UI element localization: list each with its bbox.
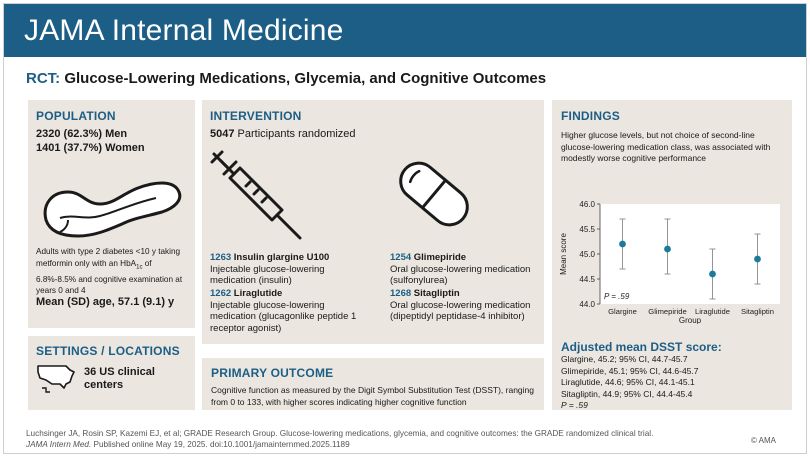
y-axis-label: Mean score bbox=[559, 233, 568, 275]
findings-summary: Higher glucose levels, but not choice of second-line glucose-lowering medication class, was associated with modestly worse cognitive performance bbox=[561, 130, 771, 163]
outcome-title: PRIMARY OUTCOME bbox=[211, 366, 334, 380]
population-women: 1401 (37.7%) Women bbox=[36, 142, 145, 154]
y-tick-label: 45.5 bbox=[579, 225, 595, 234]
data-point bbox=[709, 271, 716, 278]
infographic-subtitle bbox=[26, 70, 546, 87]
capsule-icon bbox=[392, 152, 476, 236]
randomized-count bbox=[210, 128, 536, 140]
y-tick-label: 46.0 bbox=[579, 200, 595, 209]
subtitle-text: Glucose-Lowering Medications, Glycemia, and Cognitive Outcomes bbox=[60, 70, 547, 87]
adjusted-line: Glargine, 45.2; 95% CI, 44.7-45.7 bbox=[561, 354, 688, 364]
adjusted-line: P = .59 bbox=[561, 400, 588, 410]
population-desc-sub: 1c bbox=[136, 264, 143, 271]
arm-glargine bbox=[210, 252, 370, 287]
citation bbox=[26, 428, 653, 450]
x-tick-label: Liraglutide bbox=[694, 307, 731, 316]
arm-glargine-n: 1263 bbox=[210, 252, 232, 263]
arm-glimepiride bbox=[390, 252, 540, 287]
adjusted-line: Glimepiride, 45.1; 95% CI, 44.6-45.7 bbox=[561, 365, 699, 376]
intervention-panel bbox=[202, 100, 544, 344]
adjusted-line: Sitagliptin, 44.9; 95% CI, 44.4-45.4 bbox=[561, 388, 693, 399]
population-title: POPULATION bbox=[36, 109, 116, 123]
randomized-label: Participants randomized bbox=[234, 128, 356, 140]
data-point bbox=[664, 246, 671, 253]
population-panel bbox=[28, 100, 195, 328]
data-point bbox=[619, 241, 626, 248]
y-tick-label: 45.0 bbox=[579, 250, 595, 259]
arm-liraglutide-desc: Injectable glucose-lowering medication (glucagonlike peptide 1 receptor agonist) bbox=[210, 299, 357, 334]
arm-sitagliptin-n: 1268 bbox=[390, 288, 412, 299]
arm-sitagliptin-desc: Oral glucose-lowering medication (dipeptidyl peptidase-4 inhibitor) bbox=[390, 299, 531, 322]
population-men: 2320 (62.3%) Men bbox=[36, 128, 128, 140]
settings-centers: 36 US clinical centers bbox=[84, 366, 155, 391]
x-tick-label: Sitagliptin bbox=[741, 307, 774, 316]
x-tick-label: Glargine bbox=[608, 307, 637, 316]
arm-glimepiride-desc: Oral glucose-lowering medication (sulfonylurea) bbox=[390, 263, 531, 286]
adjusted-list bbox=[561, 354, 699, 412]
findings-panel bbox=[552, 100, 792, 410]
citation-journal: JAMA Intern Med. bbox=[26, 440, 92, 449]
copyright: © AMA bbox=[750, 436, 776, 445]
infographic-frame bbox=[3, 3, 807, 454]
intervention-title: INTERVENTION bbox=[210, 109, 302, 123]
x-axis-label: Group bbox=[678, 316, 702, 324]
us-map-icon bbox=[36, 362, 76, 396]
arm-liraglutide-name: Liraglutide bbox=[231, 288, 283, 299]
syringe-icon bbox=[210, 148, 306, 244]
arm-sitagliptin bbox=[390, 288, 540, 323]
adjusted-line: Liraglutide, 44.6; 95% CI, 44.1-45.1 bbox=[561, 377, 695, 387]
arm-glimepiride-n: 1254 bbox=[390, 252, 412, 263]
adjusted-title: Adjusted mean DSST score: bbox=[561, 340, 722, 354]
arm-liraglutide bbox=[210, 288, 370, 334]
outcome-panel bbox=[202, 358, 544, 410]
subtitle-tag: RCT: bbox=[26, 70, 61, 87]
arm-sitagliptin-name: Sitagliptin bbox=[411, 288, 460, 299]
citation-line1: Luchsinger JA, Rosin SP, Kazemi EJ, et al; GRADE Research Group. Glucose-lowering medications, glycemia, and cognitive outcomes: the GRADE randomized clinical trial. bbox=[26, 429, 654, 438]
population-age: Mean (SD) age, 57.1 (9.1) y bbox=[36, 296, 175, 308]
arm-glimepiride-name: Glimepiride bbox=[411, 252, 467, 263]
pancreas-icon bbox=[38, 174, 188, 240]
findings-title: FINDINGS bbox=[561, 109, 620, 123]
population-description bbox=[36, 246, 192, 297]
settings-panel bbox=[28, 336, 195, 410]
y-tick-label: 44.0 bbox=[579, 300, 595, 309]
journal-title: JAMA Internal Medicine bbox=[24, 14, 344, 47]
outcome-text: Cognitive function as measured by the Digit Symbol Substitution Test (DSST), ranging from 0 to 133, with higher scores indicating higher cognitive function bbox=[211, 385, 534, 407]
arm-glargine-desc: Injectable glucose-lowering medication (insulin) bbox=[210, 263, 325, 286]
randomized-number: 5047 bbox=[210, 128, 235, 140]
journal-header bbox=[4, 4, 806, 57]
population-desc-a: Adults with type 2 diabetes <10 y taking metformin only with an HbA bbox=[36, 247, 181, 268]
p-value-annotation: P = .59 bbox=[604, 292, 630, 301]
y-tick-label: 44.5 bbox=[579, 275, 595, 284]
settings-title: SETTINGS / LOCATIONS bbox=[36, 344, 180, 358]
data-point bbox=[754, 256, 761, 263]
x-tick-label: Glimepiride bbox=[648, 307, 687, 316]
dsst-chart bbox=[552, 192, 792, 324]
citation-line2: Published online May 19, 2025. doi:10.1001/jamainternmed.2025.1189 bbox=[91, 440, 350, 449]
plot-area bbox=[600, 204, 780, 304]
population-desc-b: of 6.8%-8.5% and cognitive examination at years 0 and 4 bbox=[36, 258, 183, 296]
arm-liraglutide-n: 1262 bbox=[210, 288, 232, 299]
arm-glargine-name: Insulin glargine U100 bbox=[231, 252, 330, 263]
